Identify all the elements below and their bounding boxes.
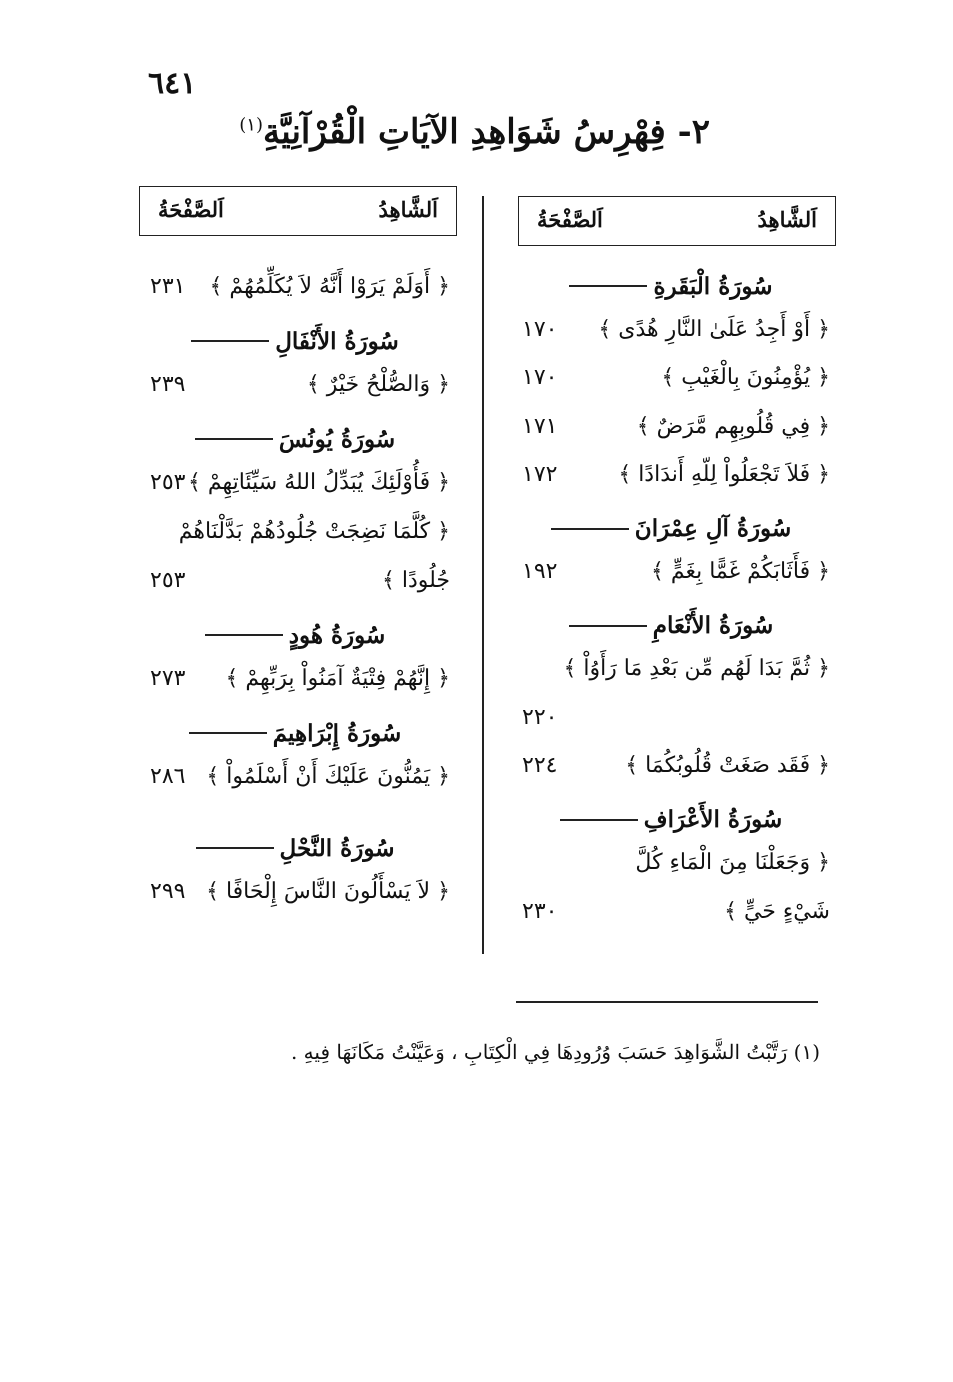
verse-text: ﴿ يَمُنُّونَ عَلَيْكَ أَنْ أَسْلَمُواْ ﴾ — [206, 764, 450, 789]
surah-heading — [140, 415, 450, 463]
page-reference: ١٩٢ — [522, 559, 558, 584]
index-row — [512, 408, 830, 456]
surah-rule — [191, 340, 269, 342]
surah-rule — [560, 819, 638, 821]
surah-name: سُورَةُ إِبْرَاهِيمَ — [272, 719, 402, 747]
surah-heading — [140, 824, 450, 872]
index-row — [512, 844, 830, 892]
surah-name: سُورَةُ الأَنْعَامِ — [652, 612, 774, 639]
index-row — [140, 513, 450, 561]
header-page-label: اَلصَّفْحَةُ — [537, 207, 603, 232]
surah-name: سُورَةُ آلِ عِمْرَانَ — [634, 515, 792, 542]
index-row — [512, 456, 830, 504]
surah-rule — [551, 528, 629, 530]
header-witness-label: اَلشَّاهِدُ — [378, 197, 438, 222]
verse-text: ﴿ فَلاَ تَجْعَلُواْ لِلّهِ أَندَادًا ﴾ — [618, 462, 830, 487]
surah-rule — [196, 847, 274, 849]
page-reference: ١٧٠ — [522, 365, 558, 390]
index-row — [512, 893, 830, 941]
page-reference: ١٧١ — [522, 413, 558, 439]
page-title-text: ٢- فِهْرِسُ شَوَاهِدِ الآيَاتِ الْقُرْآنِيَّةِ — [262, 112, 710, 152]
verse-text: ﴿ وَجَعَلْنَا مِنَ الْمَاءِ كُلَّ — [635, 850, 830, 875]
surah-rule — [189, 732, 267, 734]
verse-text: ﴿ فِي قُلُوبِهِم مَّرَضٌ ﴾ — [636, 413, 830, 439]
surah-name: سُورَةُ الأَعْرَافِ — [643, 806, 783, 833]
surah-name: سُورَةُ هُودٍ — [288, 621, 386, 649]
index-row — [140, 758, 450, 806]
page-reference: ٢٣٠ — [522, 898, 558, 924]
index-row — [140, 873, 450, 921]
page-reference: ٢٢٠ — [522, 704, 558, 730]
surah-name: سُورَةُ الأَنْفَالِ — [275, 327, 399, 355]
index-row — [512, 650, 830, 698]
verse-text: ﴿ فَأُوْلَئِكَ يُبَدِّلُ اللهُ سَيِّئَاتِهِمْ ﴾ — [188, 470, 450, 495]
verse-text: ﴿ فَقَد صَغَتْ قُلُوبُكُمَا ﴾ — [625, 753, 830, 778]
index-row — [512, 699, 830, 747]
verse-text: ﴿ ثُمَّ بَدَا لَهُم مِّن بَعْدِ مَا رَأَوُاْ ﴾ — [563, 656, 830, 681]
footnote-reference: (١) — [239, 114, 263, 136]
index-row — [512, 747, 830, 795]
verse-text: ﴿ يُؤْمِنُونَ بِالْغَيْبِ ﴾ — [661, 365, 830, 390]
header-witness-label: اَلشَّاهِدُ — [757, 207, 817, 232]
index-row — [140, 268, 450, 316]
index-row — [140, 464, 450, 512]
verse-text: ﴿ فَأَثَابَكُمْ غَمًّا بِغَمٍّ ﴾ — [650, 559, 830, 584]
page-reference: ٢٣٩ — [150, 372, 186, 397]
left-column-header — [139, 186, 457, 236]
footnote: (١) رَتَّبْتُ الشَّوَاهِدَ حَسَبَ وُرُودِهَا فِي الْكِتَابِ ، وَعَيَّنْتُ مَكَانَهَا فِيهِ . — [290, 1040, 820, 1064]
surah-heading — [512, 796, 830, 844]
index-row — [140, 562, 450, 610]
verse-text: ﴿ كُلَّمَا نَضِجَتْ جُلُودُهُمْ بَدَّلْنَاهُمْ — [178, 519, 450, 544]
column-divider — [482, 196, 484, 954]
index-row — [140, 660, 450, 708]
surah-heading — [140, 709, 450, 757]
page-reference: ١٧٠ — [522, 316, 558, 342]
surah-rule — [569, 625, 647, 627]
surah-heading — [140, 317, 450, 365]
page-number: ٦٤١ — [148, 66, 197, 101]
index-row — [140, 366, 450, 414]
index-row — [512, 553, 830, 601]
surah-rule — [205, 634, 283, 636]
verse-text: جُلُودًا ﴾ — [381, 568, 450, 593]
verse-text: شَيْءٍ حَيٍّ ﴾ — [724, 898, 830, 924]
page-reference: ٢٢٤ — [522, 753, 558, 778]
surah-heading — [512, 602, 830, 650]
right-column-header — [518, 196, 836, 246]
surah-heading — [512, 505, 830, 553]
surah-name: سُورَةُ النَّحْلِ — [279, 834, 395, 862]
verse-text: ﴿ أَوْ أَجِدُ عَلَىٰ النَّارِ هُدًى ﴾ — [598, 316, 830, 342]
verse-text: ﴿ إِنَّهُمْ فِتْيَةٌ آمَنُواْ بِرَبِّهِمْ ﴾ — [225, 666, 450, 691]
page-reference: ٢٥٣ — [150, 568, 186, 593]
page-reference: ٢٩٩ — [150, 879, 186, 905]
page-reference: ٢٧٣ — [150, 666, 186, 691]
surah-rule — [569, 285, 647, 287]
surah-heading — [512, 262, 830, 310]
header-page-label: اَلصَّفْحَةُ — [158, 197, 224, 222]
page-reference: ٢٨٦ — [150, 764, 186, 789]
surah-heading — [140, 611, 450, 659]
page-reference: ١٧٢ — [522, 462, 558, 487]
verse-text: ﴿ أَوَلَمْ يَرَوْا أَنَّهُ لاَ يُكَلِّمُهُمْ ﴾ — [209, 274, 450, 299]
page-reference: ٢٣١ — [150, 274, 186, 299]
surah-name: سُورَةُ يُونُسَ — [278, 425, 396, 453]
index-row — [512, 359, 830, 407]
surah-rule — [195, 438, 273, 440]
surah-name: سُورَةُ الْبَقَرةِ — [653, 272, 773, 300]
index-row — [512, 311, 830, 359]
footnote-rule — [516, 1001, 818, 1003]
page-title — [239, 112, 710, 152]
page-reference: ٢٥٣ — [150, 470, 186, 495]
verse-text: ﴿ وَالصُّلْحُ خَيْرٌ ﴾ — [306, 372, 450, 397]
verse-text: ﴿ لاَ يَسْأَلُونَ النَّاسَ إِلْحَافًا ﴾ — [206, 879, 450, 905]
